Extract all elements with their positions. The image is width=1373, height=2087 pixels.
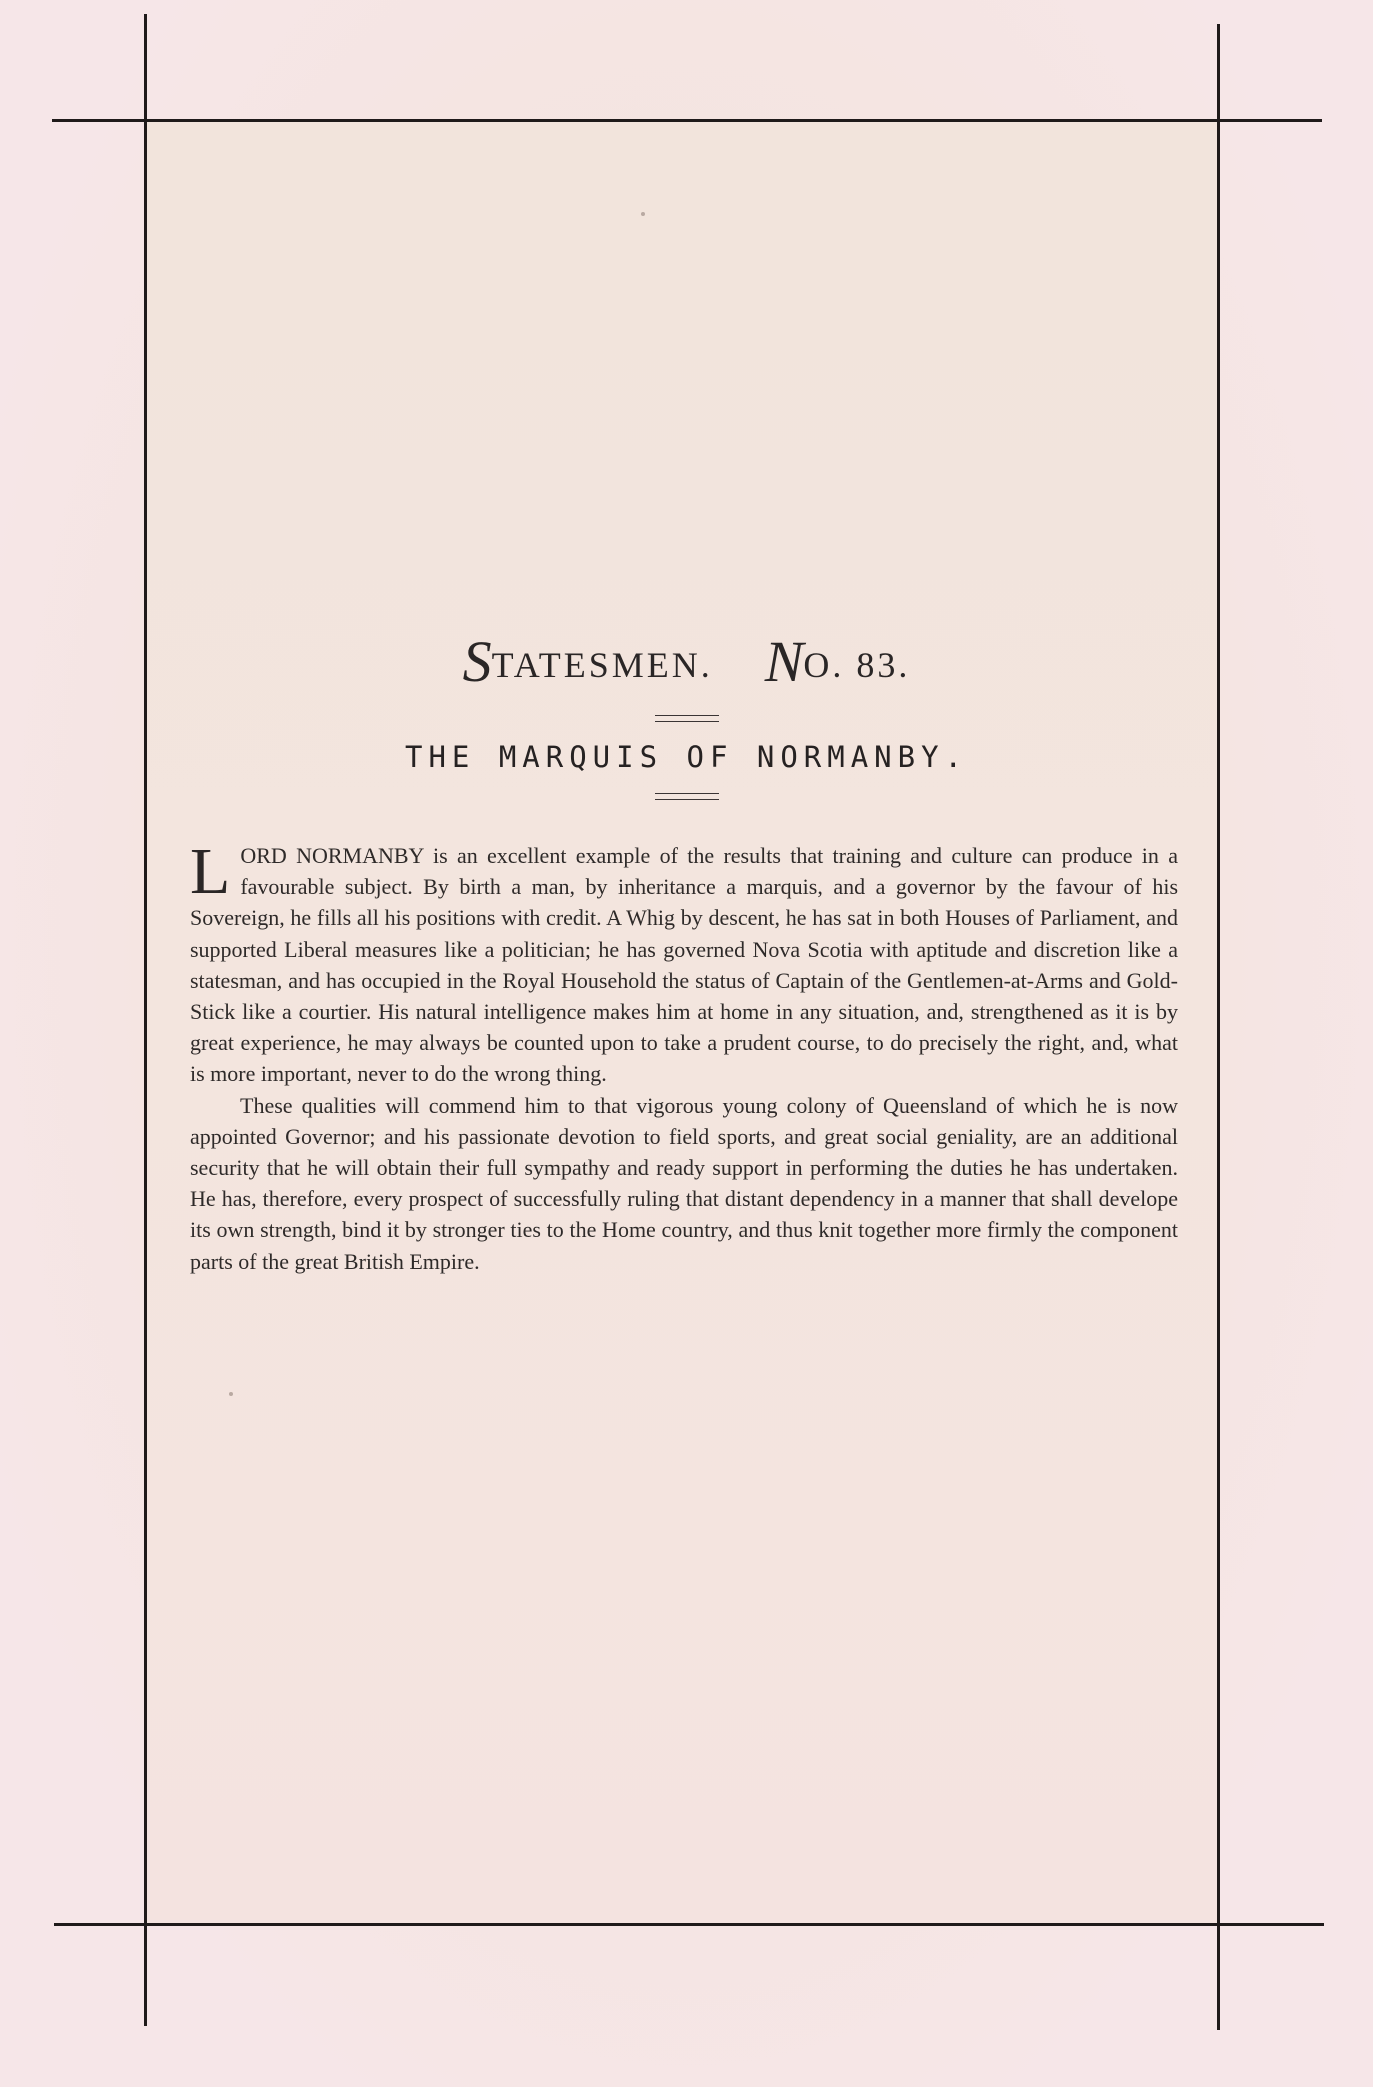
drop-cap: L <box>190 835 231 908</box>
right-border-rule <box>1217 24 1220 2030</box>
series-title: TATESMEN. <box>491 645 713 685</box>
paragraph-1-text: ORD NORMANBY is an excellent example of the results that training and culture can produce in a favourable subject. By birth a man, by inheritance a marquis, and a governor by the favour of his Sovereign, he fills all his positions with credit. A Whig by descent, he has sat in both Houses of Parliament, and supported Liberal measures like a politician; he has governed Nova Scotia with aptitude and discretion like a statesman, and has occupied in the Royal Household the status of Captain of the Gentlemen-at-Arms and Gold-Stick like a courtier. His natural intelligence makes him at home in any situation, and, strengthened as it is by great experience, he may always be counted upon to take a prudent course, to do precisely the right, and, what is more important, never to do the wrong thing. <box>190 843 1178 1087</box>
paragraph-2: These qualities will commend him to that vigorous young colony of Queensland of which he is now appointed Governor; and his passionate devotion to field sports, and great social geniality, are an additional security that he will obtain their full sympathy and ready support in performing the duties he has undertaken. He has, therefore, every prospect of successfully ruling that distant dependency in a manner that shall develope its own strength, bind it by stronger ties to the Home country, and thus knit together more firmly the component parts of the great British Empire. <box>190 1092 1178 1274</box>
article-body <box>190 835 1178 1277</box>
left-border-rule <box>144 14 147 2026</box>
paper-speck <box>641 212 645 216</box>
series-number: O. 83. <box>803 645 911 685</box>
bottom-border-rule <box>54 1923 1324 1926</box>
number-initial: N <box>764 629 804 694</box>
paper-speck <box>229 1392 233 1396</box>
series-heading <box>0 628 1373 695</box>
ornamental-divider-top <box>655 715 719 722</box>
series-initial: S <box>462 629 492 694</box>
article-title: THE MARQUIS OF NORMANBY. <box>404 740 969 774</box>
paragraph-1 <box>190 835 1178 1090</box>
top-border-rule <box>52 119 1322 122</box>
ornamental-divider-bottom <box>655 793 719 800</box>
